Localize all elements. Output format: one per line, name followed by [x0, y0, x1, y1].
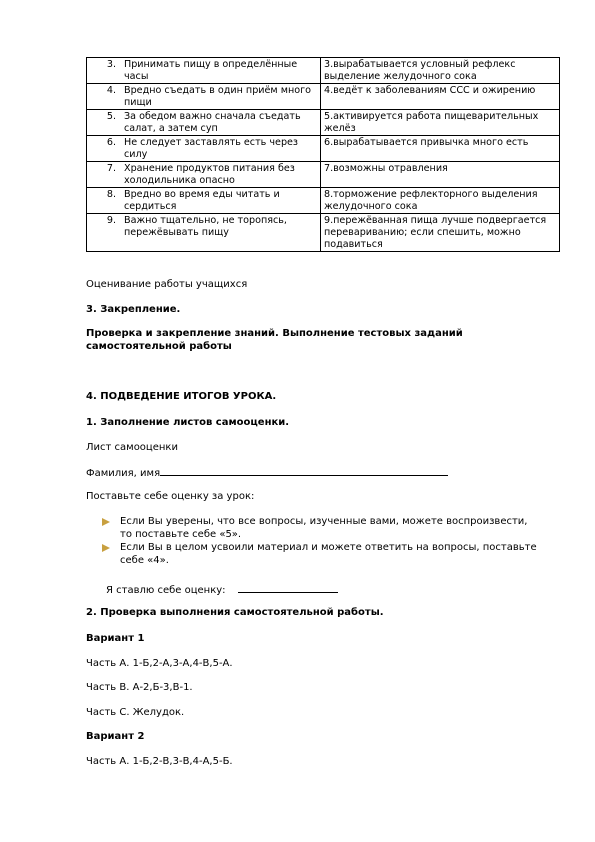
rule-text: Вредно съедать в один приём много пищи — [124, 85, 311, 108]
table-cell-reason: 5.активируется работа пищеварительных желёз — [321, 110, 560, 136]
name-label: Фамилия, имя — [86, 468, 161, 479]
rule-text: За обедом важно сначала съедать салат, а затем суп — [124, 111, 301, 134]
name-field-row — [86, 465, 448, 480]
table-cell-reason: 9.пережёванная пища лучше подвергается перевариванию; если спешить, можно подавиться — [321, 214, 560, 252]
table-row — [87, 84, 560, 110]
row-number: 5. — [106, 111, 116, 122]
table-cell-rule — [87, 214, 321, 252]
check-work-title: 2. Проверка выполнения самостоятельной работы. — [86, 607, 384, 618]
variant1-part-b: Часть В. А-2,Б-3,В-1. — [86, 682, 193, 693]
row-number: 4. — [106, 85, 116, 96]
sheet-title: Лист самооценки — [86, 442, 178, 453]
rule-text: Не следует заставлять есть через силу — [124, 137, 299, 160]
variant1-part-a: Часть А. 1-Б,2-А,3-А,4-В,5-А. — [86, 658, 233, 669]
matching-table — [86, 57, 560, 252]
bullet-icon — [102, 518, 110, 526]
table-cell-reason: 6.вырабатывается привычка много есть — [321, 136, 560, 162]
row-number: 8. — [106, 189, 116, 200]
table-cell-reason: 8.торможение рефлекторного выделения желудочного сока — [321, 188, 560, 214]
table-cell-rule — [87, 188, 321, 214]
table-cell-rule — [87, 162, 321, 188]
rule-text: Вредно во время еды читать и сердиться — [124, 189, 280, 212]
table-cell-reason: 3.вырабатывается условный рефлекс выделение желудочного сока — [321, 58, 560, 84]
variant2-title: Вариант 2 — [86, 731, 145, 742]
table-cell-reason: 7.возможны отравления — [321, 162, 560, 188]
section3-text: Проверка и закрепление знаний. Выполнение тестовых заданий самостоятельной работы — [86, 328, 463, 352]
bullet-icon — [102, 544, 110, 552]
table-row — [87, 58, 560, 84]
matching-table-body — [87, 58, 560, 252]
table-row — [87, 110, 560, 136]
variant1-part-c: Часть С. Желудок. — [86, 707, 185, 718]
table-row — [87, 162, 560, 188]
section3-title: 3. Закрепление. — [86, 304, 181, 315]
rule-text: Принимать пищу в определённые часы — [124, 59, 298, 82]
list-item: Если Вы уверены, что все вопросы, изученные вами, можете воспроизвести, то поставьте себе «5». — [100, 515, 540, 541]
self-grade-row — [106, 582, 338, 597]
table-cell-rule — [87, 110, 321, 136]
grade-criteria-list — [100, 515, 540, 567]
rule-text: Хранение продуктов питания без холодильника опасно — [124, 163, 295, 186]
self-assessment-title: 1. Заполнение листов самооценки. — [86, 417, 290, 428]
name-line — [160, 465, 448, 476]
table-row — [87, 136, 560, 162]
rule-text: Важно тщательно, не торопясь, пережёвывать пищу — [124, 215, 287, 238]
section4-title: 4. ПОДВЕДЕНИЕ ИТОГОВ УРОКА. — [86, 391, 277, 402]
table-cell-rule — [87, 84, 321, 110]
row-number: 7. — [106, 163, 116, 174]
table-cell-reason: 4.ведёт к заболеваниям ССС и ожирению — [321, 84, 560, 110]
table-cell-rule — [87, 58, 321, 84]
variant1-title: Вариант 1 — [86, 633, 145, 644]
row-number: 9. — [106, 215, 116, 226]
grade-prompt: Поставьте себе оценку за урок: — [86, 491, 255, 502]
table-row — [87, 214, 560, 252]
assessment-text: Оценивание работы учащихся — [86, 279, 248, 290]
self-grade-label: Я ставлю себе оценку: — [106, 585, 226, 596]
list-item: Если Вы в целом усвоили материал и можете ответить на вопросы, поставьте себе «4». — [100, 541, 540, 567]
row-number: 3. — [106, 59, 116, 70]
variant2-part-a: Часть А. 1-Б,2-В,3-В,4-А,5-Б. — [86, 756, 233, 767]
row-number: 6. — [106, 137, 116, 148]
table-row — [87, 188, 560, 214]
self-grade-line — [238, 582, 338, 593]
table-cell-rule — [87, 136, 321, 162]
